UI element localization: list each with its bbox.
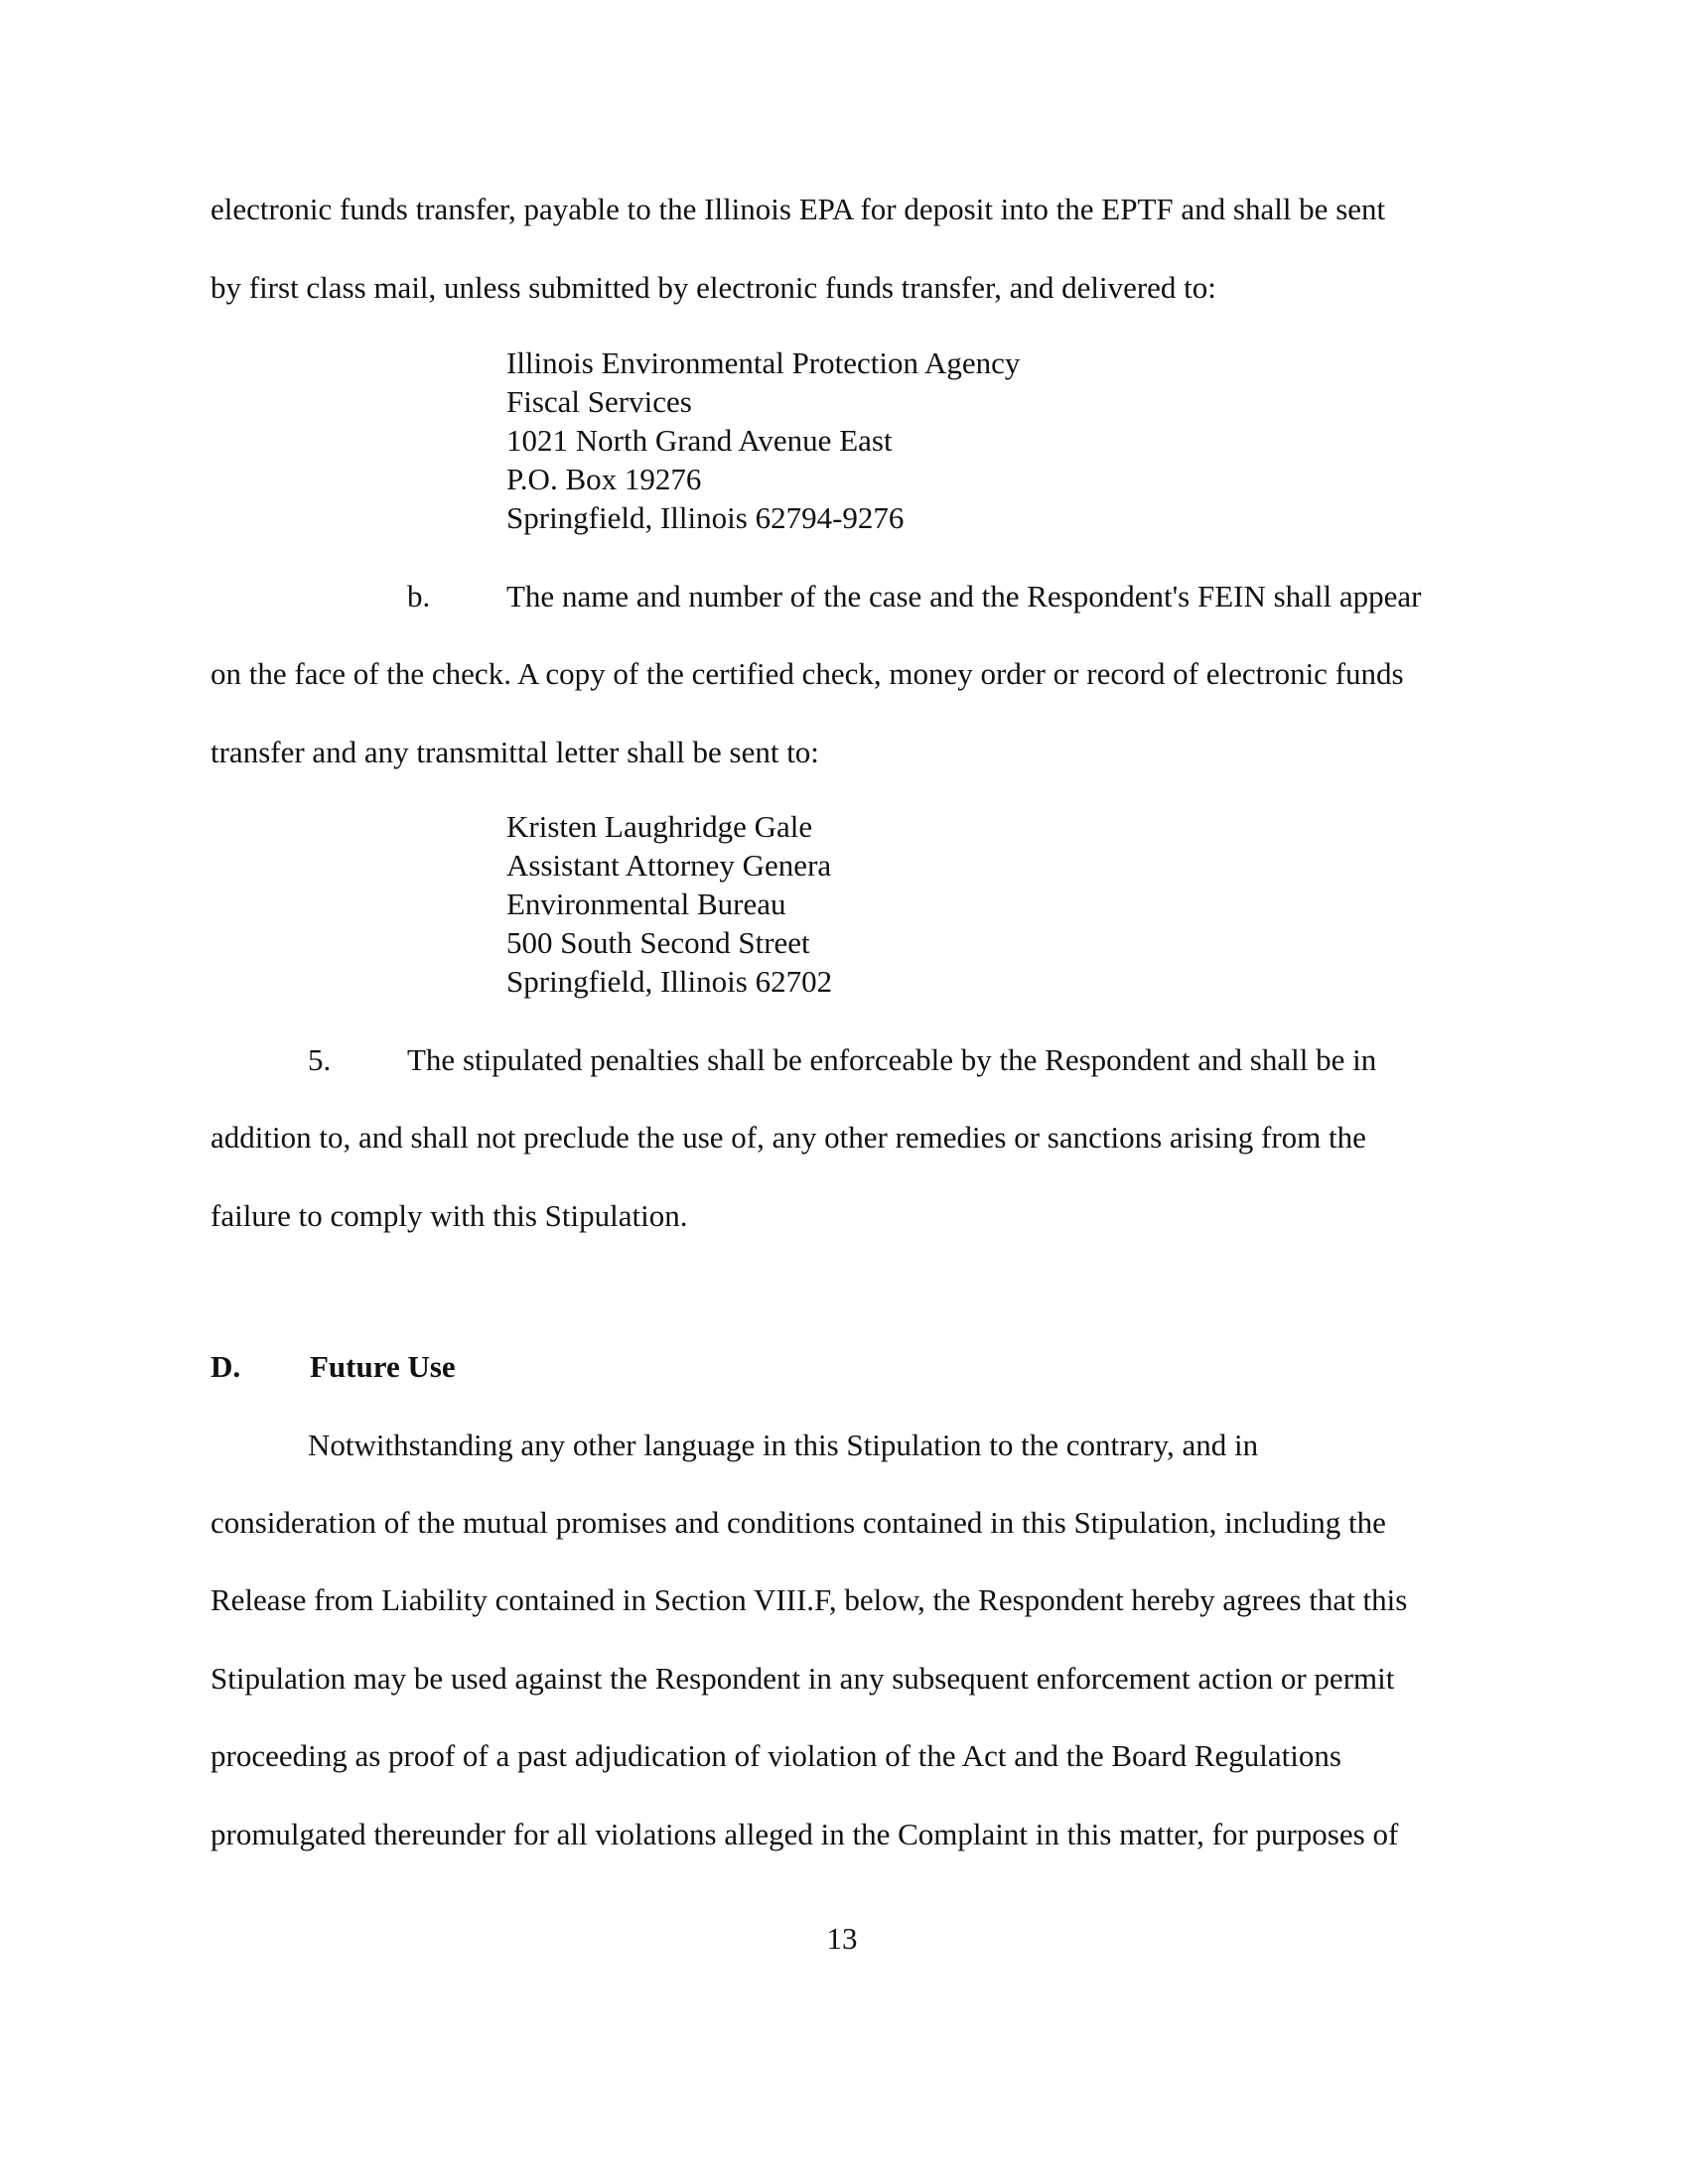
body-text-line: consideration of the mutual promises and conditions contained in this Stipulation, including the xyxy=(210,1505,1386,1540)
paragraph-5-label: 5. xyxy=(308,1042,332,1077)
page-number: 13 xyxy=(826,1921,858,1956)
address-block-illinois-epa xyxy=(506,343,1020,537)
body-text-line: promulgated thereunder for all violations alleged in the Complaint in this matter, for purposes of xyxy=(210,1817,1399,1851)
paragraph-b-text: The name and number of the case and the Respondent's FEIN shall appear xyxy=(506,579,1422,614)
paragraph-b-label: b. xyxy=(407,579,431,614)
body-text-line: failure to comply with this Stipulation. xyxy=(210,1198,688,1233)
body-text-line: on the face of the check. A copy of the certified check, money order or record of electronic funds xyxy=(210,656,1404,691)
address-line: Springfield, Illinois 62702 xyxy=(506,964,833,999)
section-letter: D. xyxy=(210,1349,241,1384)
address-block-attorney-general xyxy=(506,807,832,1001)
paragraph-5-text: The stipulated penalties shall be enforceable by the Respondent and shall be in xyxy=(407,1042,1377,1077)
address-line: Illinois Environmental Protection Agency xyxy=(506,345,1021,380)
address-line: Fiscal Services xyxy=(506,384,692,419)
address-line: 1021 North Grand Avenue East xyxy=(506,423,893,458)
address-line: Environmental Bureau xyxy=(506,887,786,921)
address-line: 500 South Second Street xyxy=(506,925,810,960)
address-line: P.O. Box 19276 xyxy=(506,462,702,496)
address-line: Springfield, Illinois 62794-9276 xyxy=(506,500,905,535)
body-text-line: by first class mail, unless submitted by electronic funds transfer, and delivered to: xyxy=(210,270,1216,305)
body-text-line: addition to, and shall not preclude the use of, any other remedies or sanctions arising from the xyxy=(210,1120,1366,1155)
body-text-line: proceeding as proof of a past adjudication of violation of the Act and the Board Regulations xyxy=(210,1738,1341,1773)
body-text-line: electronic funds transfer, payable to the Illinois EPA for deposit into the EPTF and shall be sent xyxy=(210,192,1386,226)
paragraph-d-first-line: Notwithstanding any other language in this Stipulation to the contrary, and in xyxy=(308,1428,1259,1462)
paragraph-5-first-line xyxy=(308,1042,1376,1078)
paragraph-b-first-line xyxy=(407,579,1422,614)
body-text-line: Release from Liability contained in Section VIII.F, below, the Respondent hereby agrees that this xyxy=(210,1582,1408,1617)
body-text-line: Stipulation may be used against the Respondent in any subsequent enforcement action or permit xyxy=(210,1661,1395,1696)
address-line: Assistant Attorney Genera xyxy=(506,848,832,883)
section-title: Future Use xyxy=(310,1349,456,1384)
address-line: Kristen Laughridge Gale xyxy=(506,809,813,844)
body-text-line: transfer and any transmittal letter shall be sent to: xyxy=(210,735,819,769)
section-heading xyxy=(210,1349,456,1385)
